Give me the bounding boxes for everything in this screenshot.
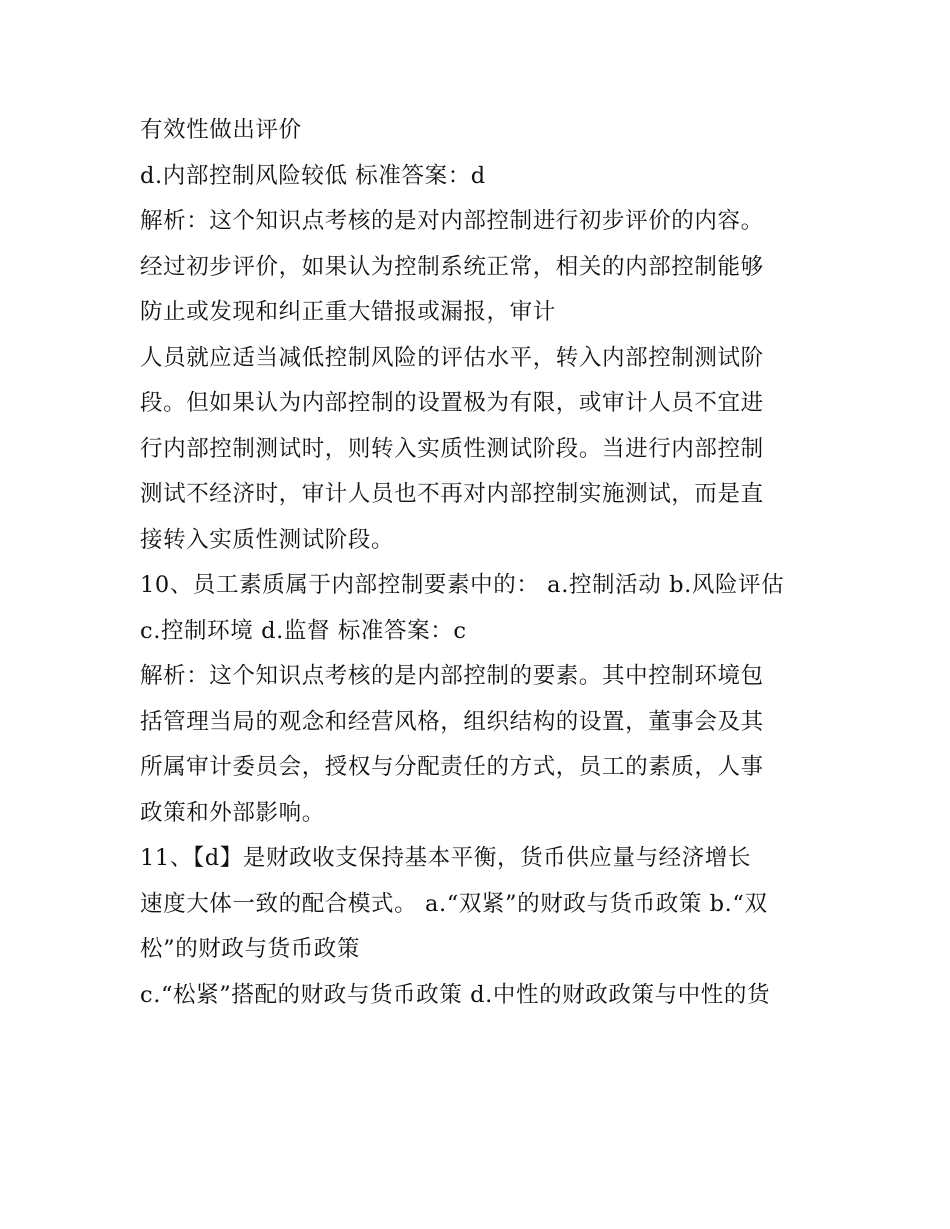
text-line: 所属审计委员会，授权与分配责任的方式，员工的素质，人事 — [140, 754, 764, 780]
text-line: 接转入实质性测试阶段。 — [140, 526, 395, 553]
text-line: c.控制环境 d.监督 标准答案：c — [140, 617, 467, 644]
text-line: 人员就应适当减低控制风险的评估水平，转入内部控制测试阶 — [140, 344, 764, 371]
text-line: 10、员工素质属于内部控制要素中的： a.控制活动 b.风险评估 — [140, 572, 785, 598]
text-line: 行内部控制测试时，则转入实质性测试阶段。当进行内部控制 — [140, 435, 764, 462]
text-line: 防止或发现和纠正重大错报或漏报，审计 — [140, 299, 556, 325]
text-line: 段。但如果认为内部控制的设置极为有限，或审计人员不宜进 — [140, 390, 764, 416]
text-line: 测试不经济时，审计人员也不再对内部控制实施测试，而是直 — [140, 481, 764, 507]
text-line: 松”的财政与货币政策 — [140, 936, 361, 962]
text-line: 经过初步评价，如果认为控制系统正常，相关的内部控制能够 — [140, 253, 764, 280]
document-body — [140, 108, 820, 1018]
text-line: 有效性做出评价 — [140, 117, 302, 143]
text-line: 11、【d】是财政收支保持基本平衡，货币供应量与经济增长 — [140, 845, 752, 871]
text-line: c.“松紧”搭配的财政与货币政策 d.中性的财政政策与中性的货 — [140, 981, 771, 1008]
text-line: 括管理当局的观念和经营风格，组织结构的设置，董事会及其 — [140, 708, 764, 735]
text-line: 解析：这个知识点考核的是对内部控制进行初步评价的内容。 — [140, 208, 764, 234]
text-line: 解析：这个知识点考核的是内部控制的要素。其中控制环境包 — [140, 663, 764, 689]
text-line: d.内部控制风险较低 标准答案：d — [140, 162, 486, 189]
text-line: 速度大体一致的配合模式。 a.“双紧”的财政与货币政策 b.“双 — [140, 890, 768, 917]
text-line: 政策和外部影响。 — [140, 799, 325, 826]
